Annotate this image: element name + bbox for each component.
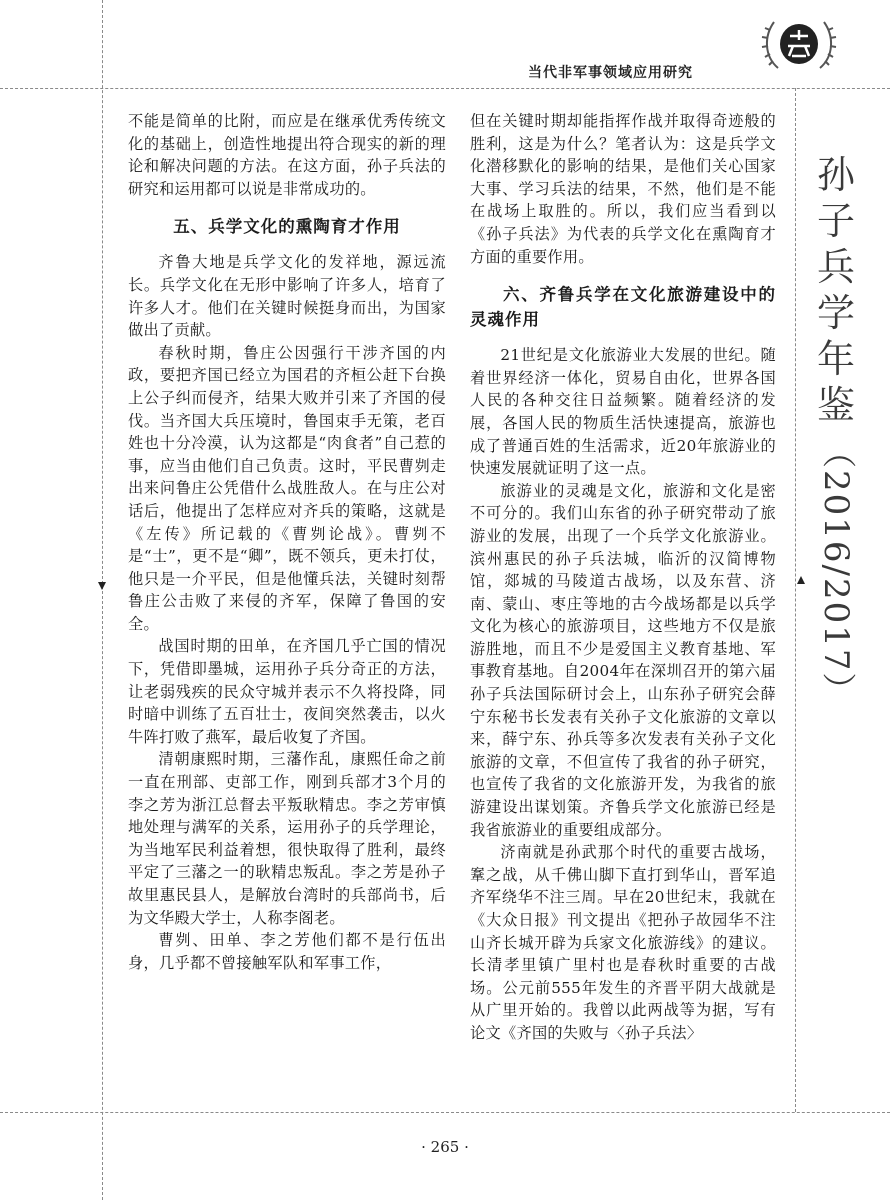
right-margin-rule xyxy=(795,88,796,1112)
side-title-year: （2016/2017） xyxy=(816,434,856,709)
section-heading-5: 五、兵学文化的熏陶育才作用 xyxy=(173,217,401,237)
paragraph: 但在关键时期却能指挥作战并取得奇迹般的胜利，这是为什么？笔者认为：这是兵学文化潜移默化的影响的结果，是他们关心国家大事、学习兵法的结果，不然，他们是不能在战场上取胜的。所以，我们应当看到以《孙子兵法》为代表的兵学文化在熏陶育才方面的重要作用。 xyxy=(470,112,776,266)
footer-rule xyxy=(0,1112,890,1113)
header-rule xyxy=(0,88,890,89)
paragraph: 齐鲁大地是兵学文化的发祥地，源远流长。兵学文化在无形中影响了许多人，培育了许多人才。他们在关键时候挺身而出，为国家做出了贡献。 xyxy=(128,253,446,340)
paragraph: 春秋时期，鲁庄公因强行干涉齐国的内政，要把齐国已经立为国君的齐桓公赶下台换上公子纠而侵齐，结果大败并引来了齐国的侵伐。当齐国大兵压境时，鲁国束手无策，老百姓也十分冷漠，认为这都是“肉食者”自己惹的事，应当由他们自己负责。这时，平民曹刿走出来问鲁庄公凭借什么战胜敌人。在与庄公对话后，他提出了怎样应对齐兵的策略，这就是《左传》所记载的《曹刿论战》。曹刿不是“士”，更不是“卿”，既不领兵，更未打仗，他只是一介平民，但是他懂兵法，关键时刻帮鲁庄公击败了来侵的齐军，保障了鲁国的安全。 xyxy=(128,343,446,633)
side-title-char: 鉴 xyxy=(816,383,855,427)
paragraph: 清朝康熙时期，三藩作乱，康熙任命之前一直在刑部、吏部工作，刚到兵部才3个月的李之芳为浙江总督去平叛耿精忠。李之芳审慎地处理与满军的关系，运用孙子的兵学理论，为当地军民利益着想，很快取得了胜利，最终平定了三藩之一的耿精忠叛乱。李之芳是孙子故里惠民县人，是解放台湾时的兵部尚书，后为文华殿大学士，人称李阁老。 xyxy=(128,750,446,927)
right-column xyxy=(470,110,776,1045)
running-header-title: 当代非军事领域应用研究 xyxy=(528,65,693,81)
page-number: · 265 · xyxy=(421,1138,469,1156)
side-title-char: 兵 xyxy=(816,245,855,289)
left-column xyxy=(128,110,446,974)
section-heading-6: 六、齐鲁兵学在文化旅游建设中的灵魂作用 xyxy=(470,285,776,330)
paragraph: 战国时期的田单，在齐国几乎亡国的情况下，凭借即墨城，运用孙子兵分奇正的方法，让老弱残疾的民众守城并表示不久将投降，同时暗中训练了五百壮士，夜间突然袭击，以火牛阵打败了燕军，最后收复了齐国。 xyxy=(128,637,446,746)
paragraph: 曹刿、田单、李之芳他们都不是行伍出身，几乎都不曾接触军队和军事工作， xyxy=(128,931,446,972)
side-title-char: 孙 xyxy=(816,153,855,197)
side-title-char: 子 xyxy=(816,199,855,243)
paragraph: 不能是简单的比附，而应是在继承优秀传统文化的基础上，创造性地提出符合现实的新的理论和解决问题的方法。在这方面，孙子兵法的研究和运用都可以说是非常成功的。 xyxy=(128,112,446,198)
side-book-title xyxy=(804,152,868,709)
left-margin-rule xyxy=(102,0,103,1200)
yearbook-emblem-icon xyxy=(760,14,838,76)
paragraph: 济南就是孙武那个时代的重要古战场，鞌之战，从千佛山脚下直打到华山，晋军追齐军绕华不注三周。早在20世纪末，我就在《大众日报》刊文提出《把孙子故园华不注山齐长城开辟为兵家文化旅游线》的建议。长清孝里镇广里村也是春秋时重要的古战场。公元前555年发生的齐晋平阴大战就是从广里开始的。我曾以此两战等为据，写有论文《齐国的失败与〈孙子兵法〉 xyxy=(470,843,776,1042)
side-title-char: 年 xyxy=(816,337,855,381)
paragraph: 21世纪是文化旅游业大发展的世纪。随着世界经济一体化，贸易自由化，世界各国人民的各种交往日益频繁。随着经济的发展，各国人民的物质生活快速提高，旅游也成了普通百姓的生活需求，近20年旅游业的快速发展就证明了这一点。 xyxy=(470,346,776,478)
side-title-char: 学 xyxy=(816,291,855,335)
paragraph: 旅游业的灵魂是文化，旅游和文化是密不可分的。我们山东省的孙子研究带动了旅游业的发展，出现了一个兵学文化旅游业。滨州惠民的孙子兵法城，临沂的汉简博物馆，郯城的马陵道古战场，以及东营、济南、蒙山、枣庄等地的古今战场都是以兵学文化为核心的旅游项目，这些地方不仅是旅游胜地，而且不少是爱国主义教育基地、军事教育基地。自2004年在深圳召开的第六届孙子兵法国际研讨会上，山东孙子研究会薛宁东秘书长发表有关孙子文化旅游的文章以来，薛宁东、孙兵等多次发表有关孙子文化旅游的文章，不但宣传了我省的孙子研究，也宣传了我省的文化旅游开发，为我省的旅游建设出谋划策。齐鲁兵学文化旅游已经是我省旅游业的重要组成部分。 xyxy=(470,481,776,839)
left-margin-marker xyxy=(98,582,106,590)
